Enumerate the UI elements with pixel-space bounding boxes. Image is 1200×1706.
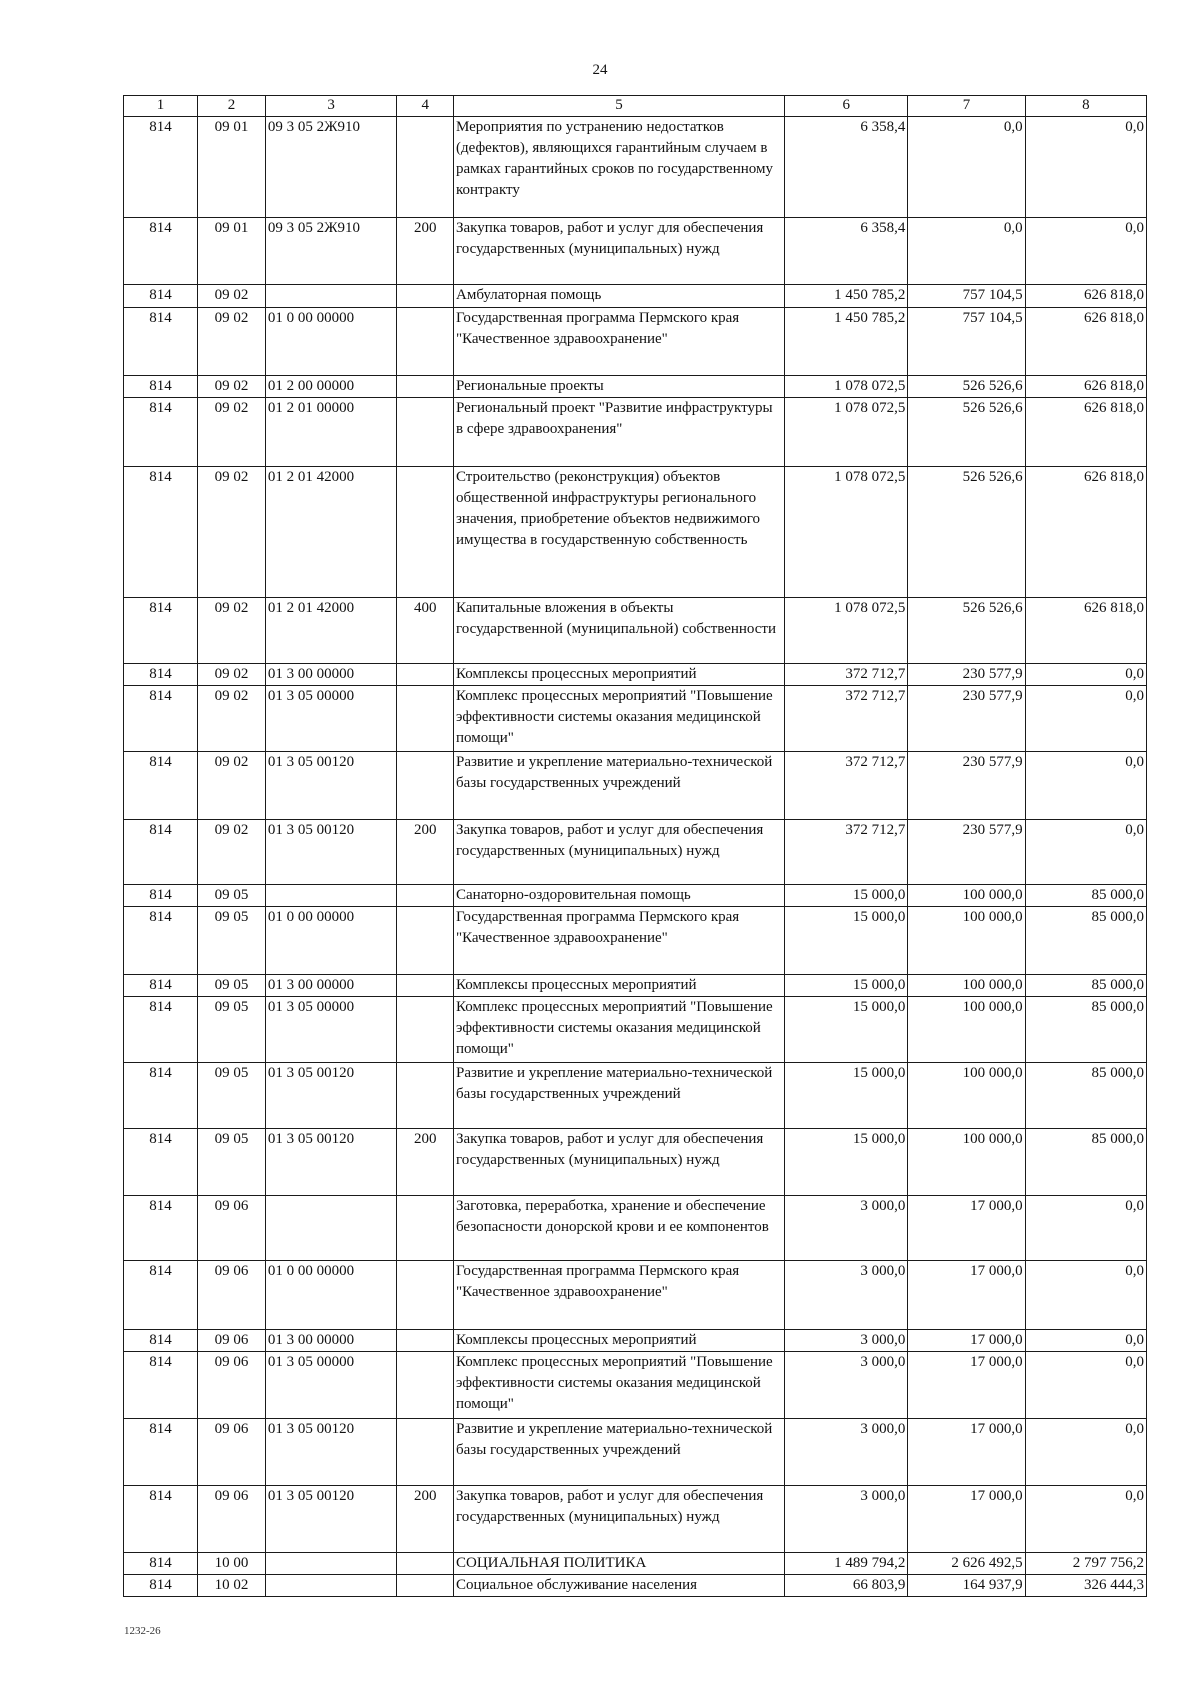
table-row (124, 1419, 1147, 1486)
expense-type-cell (397, 467, 454, 598)
expense-type-cell (397, 975, 454, 997)
description-cell: Социальное обслуживание населения (454, 1575, 785, 1597)
description-cell: Закупка товаров, работ и услуг для обеспечения государственных (муниципальных) нужд (454, 820, 785, 885)
admin-code-cell: 814 (124, 117, 198, 218)
description-cell: Региональный проект "Развитие инфраструктуры в сфере здравоохранения" (454, 398, 785, 467)
target-article-cell: 01 3 05 00120 (265, 820, 397, 885)
section-code-cell: 09 01 (198, 117, 266, 218)
budget-table (123, 95, 1147, 1597)
amount-year3-cell: 0,0 (1025, 1419, 1146, 1486)
amount-year3-cell: 626 818,0 (1025, 598, 1146, 664)
expense-type-cell (397, 1261, 454, 1330)
expense-type-cell: 200 (397, 820, 454, 885)
target-article-cell: 01 2 01 00000 (265, 398, 397, 467)
target-article-cell: 01 3 00 00000 (265, 975, 397, 997)
description-cell: Развитие и укрепление материально-технической базы государственных учреждений (454, 752, 785, 820)
description-cell: Строительство (реконструкция) объектов общественной инфраструктуры регионального значения, приобретение объектов недвижимого имущества в государственную собственность (454, 467, 785, 598)
table-row (124, 1352, 1147, 1419)
amount-year3-cell: 626 818,0 (1025, 376, 1146, 398)
header-cell: 8 (1025, 96, 1146, 117)
amount-year3-cell: 626 818,0 (1025, 308, 1146, 376)
description-cell: Региональные проекты (454, 376, 785, 398)
target-article-cell: 01 0 00 00000 (265, 1261, 397, 1330)
description-cell: Развитие и укрепление материально-технической базы государственных учреждений (454, 1419, 785, 1486)
amount-year1-cell: 1 078 072,5 (785, 398, 908, 467)
expense-type-cell (397, 1419, 454, 1486)
table-row (124, 664, 1147, 686)
section-code-cell: 09 05 (198, 975, 266, 997)
description-cell: Государственная программа Пермского края "Качественное здравоохранение" (454, 907, 785, 975)
section-code-cell: 09 06 (198, 1196, 266, 1261)
section-code-cell: 09 02 (198, 376, 266, 398)
amount-year2-cell: 100 000,0 (908, 975, 1025, 997)
admin-code-cell: 814 (124, 1261, 198, 1330)
description-cell: Развитие и укрепление материально-технической базы государственных учреждений (454, 1063, 785, 1129)
amount-year1-cell: 372 712,7 (785, 686, 908, 752)
amount-year2-cell: 100 000,0 (908, 997, 1025, 1063)
amount-year1-cell: 1 078 072,5 (785, 467, 908, 598)
header-cell: 2 (198, 96, 266, 117)
target-article-cell: 01 3 00 00000 (265, 1330, 397, 1352)
expense-type-cell: 200 (397, 1486, 454, 1553)
admin-code-cell: 814 (124, 1352, 198, 1419)
amount-year3-cell: 2 797 756,2 (1025, 1553, 1146, 1575)
amount-year2-cell: 17 000,0 (908, 1486, 1025, 1553)
target-article-cell (265, 1553, 397, 1575)
table-header-row (124, 96, 1147, 117)
target-article-cell: 01 3 00 00000 (265, 664, 397, 686)
description-cell: Закупка товаров, работ и услуг для обеспечения государственных (муниципальных) нужд (454, 1129, 785, 1196)
amount-year2-cell: 526 526,6 (908, 398, 1025, 467)
amount-year1-cell: 6 358,4 (785, 218, 908, 285)
amount-year1-cell: 6 358,4 (785, 117, 908, 218)
amount-year3-cell: 0,0 (1025, 1196, 1146, 1261)
amount-year2-cell: 0,0 (908, 218, 1025, 285)
description-cell: Амбулаторная помощь (454, 285, 785, 308)
amount-year2-cell: 17 000,0 (908, 1196, 1025, 1261)
section-code-cell: 10 00 (198, 1553, 266, 1575)
header-cell: 4 (397, 96, 454, 117)
target-article-cell: 01 3 05 00000 (265, 686, 397, 752)
amount-year1-cell: 3 000,0 (785, 1330, 908, 1352)
target-article-cell: 01 3 05 00120 (265, 1419, 397, 1486)
target-article-cell: 01 3 05 00120 (265, 1129, 397, 1196)
section-code-cell: 09 02 (198, 285, 266, 308)
footer-code: 1232-26 (124, 1625, 161, 1637)
table-row (124, 376, 1147, 398)
target-article-cell (265, 885, 397, 907)
section-code-cell: 09 06 (198, 1352, 266, 1419)
section-code-cell: 09 05 (198, 907, 266, 975)
amount-year3-cell: 0,0 (1025, 752, 1146, 820)
admin-code-cell: 814 (124, 1129, 198, 1196)
description-cell: Санаторно-оздоровительная помощь (454, 885, 785, 907)
amount-year2-cell: 757 104,5 (908, 285, 1025, 308)
section-code-cell: 09 02 (198, 686, 266, 752)
target-article-cell (265, 285, 397, 308)
amount-year2-cell: 100 000,0 (908, 885, 1025, 907)
admin-code-cell: 814 (124, 907, 198, 975)
section-code-cell: 09 05 (198, 1129, 266, 1196)
expense-type-cell (397, 398, 454, 467)
amount-year1-cell: 15 000,0 (785, 997, 908, 1063)
section-code-cell: 10 02 (198, 1575, 266, 1597)
section-code-cell: 09 05 (198, 997, 266, 1063)
amount-year3-cell: 0,0 (1025, 1352, 1146, 1419)
target-article-cell: 01 2 01 42000 (265, 467, 397, 598)
expense-type-cell: 200 (397, 1129, 454, 1196)
header-cell: 1 (124, 96, 198, 117)
amount-year1-cell: 1 450 785,2 (785, 308, 908, 376)
admin-code-cell: 814 (124, 975, 198, 997)
amount-year2-cell: 100 000,0 (908, 907, 1025, 975)
admin-code-cell: 814 (124, 285, 198, 308)
target-article-cell: 01 0 00 00000 (265, 907, 397, 975)
target-article-cell: 01 0 00 00000 (265, 308, 397, 376)
amount-year2-cell: 17 000,0 (908, 1330, 1025, 1352)
amount-year3-cell: 85 000,0 (1025, 975, 1146, 997)
description-cell: Мероприятия по устранению недостатков (дефектов), являющихся гарантийным случаем в рамках гарантийных сроков по государственному контракту (454, 117, 785, 218)
table-row (124, 686, 1147, 752)
expense-type-cell (397, 885, 454, 907)
amount-year1-cell: 372 712,7 (785, 752, 908, 820)
description-cell: Комплекс процессных мероприятий "Повышение эффективности системы оказания медицинской помощи" (454, 686, 785, 752)
amount-year1-cell: 15 000,0 (785, 1129, 908, 1196)
admin-code-cell: 814 (124, 997, 198, 1063)
admin-code-cell: 814 (124, 1486, 198, 1553)
amount-year3-cell: 85 000,0 (1025, 885, 1146, 907)
table-row (124, 997, 1147, 1063)
amount-year2-cell: 100 000,0 (908, 1063, 1025, 1129)
amount-year2-cell: 17 000,0 (908, 1352, 1025, 1419)
page-number: 24 (592, 62, 608, 78)
table-row (124, 1063, 1147, 1129)
table-row (124, 117, 1147, 218)
expense-type-cell: 200 (397, 218, 454, 285)
amount-year1-cell: 1 078 072,5 (785, 376, 908, 398)
amount-year3-cell: 326 444,3 (1025, 1575, 1146, 1597)
admin-code-cell: 814 (124, 1063, 198, 1129)
amount-year2-cell: 526 526,6 (908, 376, 1025, 398)
amount-year2-cell: 526 526,6 (908, 598, 1025, 664)
table-body (124, 117, 1147, 1597)
description-cell: Заготовка, переработка, хранение и обеспечение безопасности донорской крови и ее компонентов (454, 1196, 785, 1261)
expense-type-cell (397, 308, 454, 376)
section-code-cell: 09 02 (198, 398, 266, 467)
table-row (124, 218, 1147, 285)
amount-year1-cell: 1 450 785,2 (785, 285, 908, 308)
amount-year3-cell: 0,0 (1025, 1486, 1146, 1553)
target-article-cell (265, 1196, 397, 1261)
amount-year3-cell: 0,0 (1025, 820, 1146, 885)
expense-type-cell (397, 1063, 454, 1129)
expense-type-cell (397, 1196, 454, 1261)
table-row (124, 1261, 1147, 1330)
header-cell: 7 (908, 96, 1025, 117)
target-article-cell: 01 3 05 00000 (265, 1352, 397, 1419)
description-cell: Государственная программа Пермского края "Качественное здравоохранение" (454, 1261, 785, 1330)
table-row (124, 308, 1147, 376)
section-code-cell: 09 01 (198, 218, 266, 285)
admin-code-cell: 814 (124, 598, 198, 664)
amount-year3-cell: 626 818,0 (1025, 398, 1146, 467)
amount-year3-cell: 0,0 (1025, 686, 1146, 752)
amount-year1-cell: 15 000,0 (785, 907, 908, 975)
expense-type-cell (397, 1330, 454, 1352)
target-article-cell: 01 3 05 00120 (265, 752, 397, 820)
amount-year1-cell: 372 712,7 (785, 820, 908, 885)
amount-year2-cell: 526 526,6 (908, 467, 1025, 598)
admin-code-cell: 814 (124, 376, 198, 398)
amount-year2-cell: 17 000,0 (908, 1419, 1025, 1486)
amount-year3-cell: 85 000,0 (1025, 1063, 1146, 1129)
amount-year2-cell: 230 577,9 (908, 820, 1025, 885)
amount-year1-cell: 3 000,0 (785, 1419, 908, 1486)
header-cell: 3 (265, 96, 397, 117)
description-cell: Капитальные вложения в объекты государственной (муниципальной) собственности (454, 598, 785, 664)
expense-type-cell (397, 752, 454, 820)
header-cell: 6 (785, 96, 908, 117)
amount-year3-cell: 85 000,0 (1025, 907, 1146, 975)
amount-year2-cell: 164 937,9 (908, 1575, 1025, 1597)
amount-year3-cell: 0,0 (1025, 1261, 1146, 1330)
description-cell: Комплексы процессных мероприятий (454, 975, 785, 997)
amount-year3-cell: 0,0 (1025, 664, 1146, 686)
admin-code-cell: 814 (124, 1196, 198, 1261)
admin-code-cell: 814 (124, 1575, 198, 1597)
table-row (124, 885, 1147, 907)
target-article-cell: 01 3 05 00000 (265, 997, 397, 1063)
amount-year3-cell: 0,0 (1025, 1330, 1146, 1352)
expense-type-cell: 400 (397, 598, 454, 664)
amount-year3-cell: 626 818,0 (1025, 467, 1146, 598)
amount-year1-cell: 15 000,0 (785, 975, 908, 997)
description-cell: Комплексы процессных мероприятий (454, 664, 785, 686)
expense-type-cell (397, 907, 454, 975)
amount-year1-cell: 15 000,0 (785, 1063, 908, 1129)
table-row (124, 1575, 1147, 1597)
table-row (124, 467, 1147, 598)
section-code-cell: 09 02 (198, 752, 266, 820)
section-code-cell: 09 06 (198, 1261, 266, 1330)
amount-year1-cell: 3 000,0 (785, 1486, 908, 1553)
expense-type-cell (397, 686, 454, 752)
amount-year2-cell: 0,0 (908, 117, 1025, 218)
description-cell: Государственная программа Пермского края "Качественное здравоохранение" (454, 308, 785, 376)
description-cell: Комплекс процессных мероприятий "Повышение эффективности системы оказания медицинской помощи" (454, 997, 785, 1063)
target-article-cell: 01 3 05 00120 (265, 1063, 397, 1129)
description-cell: СОЦИАЛЬНАЯ ПОЛИТИКА (454, 1553, 785, 1575)
expense-type-cell (397, 1352, 454, 1419)
expense-type-cell (397, 376, 454, 398)
target-article-cell: 09 3 05 2Ж910 (265, 218, 397, 285)
amount-year3-cell: 626 818,0 (1025, 285, 1146, 308)
admin-code-cell: 814 (124, 398, 198, 467)
amount-year2-cell: 2 626 492,5 (908, 1553, 1025, 1575)
section-code-cell: 09 05 (198, 1063, 266, 1129)
amount-year1-cell: 66 803,9 (785, 1575, 908, 1597)
admin-code-cell: 814 (124, 885, 198, 907)
amount-year1-cell: 15 000,0 (785, 885, 908, 907)
description-cell: Комплекс процессных мероприятий "Повышение эффективности системы оказания медицинской помощи" (454, 1352, 785, 1419)
expense-type-cell (397, 997, 454, 1063)
section-code-cell: 09 02 (198, 664, 266, 686)
header-cell: 5 (454, 96, 785, 117)
expense-type-cell (397, 664, 454, 686)
table-row (124, 1330, 1147, 1352)
amount-year3-cell: 0,0 (1025, 117, 1146, 218)
admin-code-cell: 814 (124, 820, 198, 885)
admin-code-cell: 814 (124, 686, 198, 752)
description-cell: Комплексы процессных мероприятий (454, 1330, 785, 1352)
amount-year1-cell: 1 489 794,2 (785, 1553, 908, 1575)
amount-year1-cell: 1 078 072,5 (785, 598, 908, 664)
admin-code-cell: 814 (124, 1330, 198, 1352)
table-row (124, 1486, 1147, 1553)
target-article-cell: 01 3 05 00120 (265, 1486, 397, 1553)
table-row (124, 975, 1147, 997)
table-row (124, 1129, 1147, 1196)
section-code-cell: 09 02 (198, 820, 266, 885)
target-article-cell: 09 3 05 2Ж910 (265, 117, 397, 218)
section-code-cell: 09 06 (198, 1486, 266, 1553)
table-row (124, 1553, 1147, 1575)
section-code-cell: 09 06 (198, 1419, 266, 1486)
target-article-cell: 01 2 00 00000 (265, 376, 397, 398)
description-cell: Закупка товаров, работ и услуг для обеспечения государственных (муниципальных) нужд (454, 218, 785, 285)
amount-year1-cell: 3 000,0 (785, 1196, 908, 1261)
description-cell: Закупка товаров, работ и услуг для обеспечения государственных (муниципальных) нужд (454, 1486, 785, 1553)
table-row (124, 598, 1147, 664)
section-code-cell: 09 02 (198, 598, 266, 664)
amount-year2-cell: 230 577,9 (908, 752, 1025, 820)
table-row (124, 752, 1147, 820)
amount-year1-cell: 3 000,0 (785, 1352, 908, 1419)
expense-type-cell (397, 1575, 454, 1597)
section-code-cell: 09 02 (198, 308, 266, 376)
amount-year3-cell: 85 000,0 (1025, 997, 1146, 1063)
amount-year3-cell: 85 000,0 (1025, 1129, 1146, 1196)
target-article-cell (265, 1575, 397, 1597)
table-row (124, 398, 1147, 467)
admin-code-cell: 814 (124, 1419, 198, 1486)
expense-type-cell (397, 285, 454, 308)
expense-type-cell (397, 1553, 454, 1575)
target-article-cell: 01 2 01 42000 (265, 598, 397, 664)
amount-year2-cell: 230 577,9 (908, 686, 1025, 752)
admin-code-cell: 814 (124, 752, 198, 820)
expense-type-cell (397, 117, 454, 218)
amount-year1-cell: 3 000,0 (785, 1261, 908, 1330)
admin-code-cell: 814 (124, 664, 198, 686)
amount-year1-cell: 372 712,7 (785, 664, 908, 686)
section-code-cell: 09 05 (198, 885, 266, 907)
amount-year2-cell: 17 000,0 (908, 1261, 1025, 1330)
amount-year2-cell: 757 104,5 (908, 308, 1025, 376)
admin-code-cell: 814 (124, 308, 198, 376)
table-row (124, 907, 1147, 975)
amount-year3-cell: 0,0 (1025, 218, 1146, 285)
table-row (124, 285, 1147, 308)
admin-code-cell: 814 (124, 1553, 198, 1575)
section-code-cell: 09 02 (198, 467, 266, 598)
amount-year2-cell: 230 577,9 (908, 664, 1025, 686)
table-row (124, 820, 1147, 885)
admin-code-cell: 814 (124, 218, 198, 285)
amount-year2-cell: 100 000,0 (908, 1129, 1025, 1196)
table-row (124, 1196, 1147, 1261)
section-code-cell: 09 06 (198, 1330, 266, 1352)
admin-code-cell: 814 (124, 467, 198, 598)
